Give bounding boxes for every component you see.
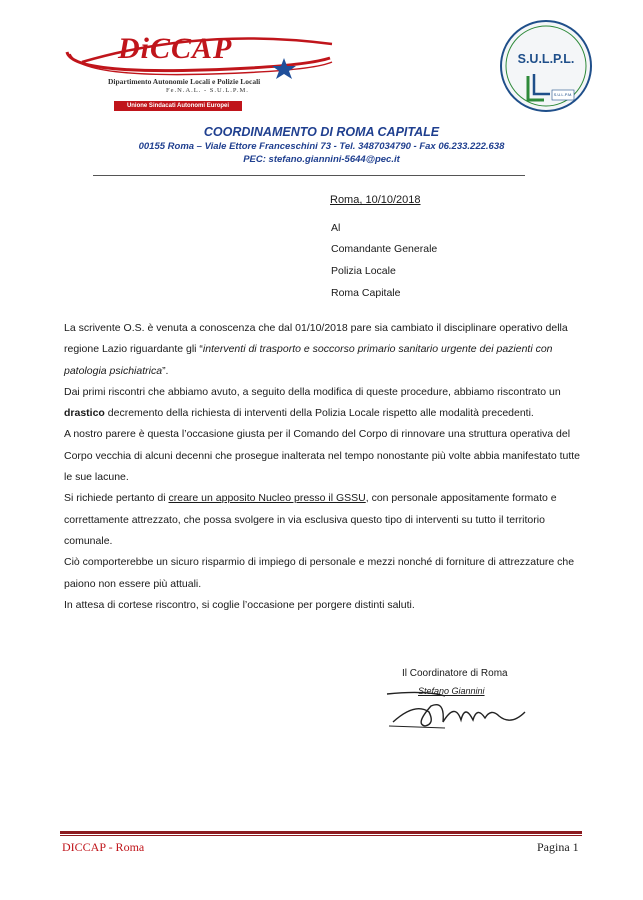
footer-divider-thin (60, 835, 582, 836)
recipient-line: Comandante Generale (331, 243, 438, 255)
footer-divider (60, 831, 582, 834)
paragraph-text: Si richiede pertanto di (64, 492, 169, 505)
paragraph (64, 318, 584, 382)
logo-name: DiCCAP (118, 32, 233, 65)
letter-date: Roma, 10/10/2018 (330, 194, 421, 206)
letter-body (64, 318, 584, 616)
paragraph: In attesa di cortese riscontro, si coglie l’occasione per porgere distinti saluti. (64, 598, 415, 611)
paragraph-text: La scrivente O.S. è venuta a conoscenza che dal 01/10/2018 pare sia cambiato il disciplinare operativo della regione Lazio riguardante gli “ (64, 322, 568, 356)
footer-org: DICCAP - Roma (62, 840, 145, 854)
paragraph-emphasis: interventi di trasporto e soccorso primario sanitario urgente dei pazienti con patologia psichiatrica (64, 343, 553, 377)
paragraph: A nostro parere è questa l’occasione giusta per il Comando del Corpo di rinnovare una struttura operativa del Corpo vecchia di alcuni decenni che prosegue inalterata nel tempo nonostante più volte abbia manifestato tutte le sue lacune. (64, 428, 581, 484)
paragraph-text: ”. (162, 364, 169, 377)
paragraph-text: Dai primi riscontri che abbiamo avuto, a seguito della modifica di queste procedure, abbiamo riscontrato un (64, 385, 561, 398)
address-line: 00155 Roma – Viale Ettore Franceschini 73 - Tel. 3487034790 - Fax 06.233.222.638 (138, 141, 505, 152)
sulpl-small-label: S.U.L.P.M. (553, 92, 573, 97)
paragraph (64, 382, 584, 425)
diccap-logo (62, 22, 352, 112)
sulpl-name: S.U.L.P.L. (517, 52, 575, 66)
signatory-name: Stefano Giannini (418, 686, 485, 696)
paragraph-underline: creare un apposito Nucleo presso il GSSU (168, 492, 366, 505)
paragraph-text: , con personale appositamente formato e correttamente attrezzato, che possa svolgere in via esclusiva questo tipo di interventi su tutto il territorio comunale. (64, 492, 557, 547)
page-title: COORDINAMENTO DI ROMA CAPITALE (203, 125, 440, 139)
page-number: Pagina 1 (537, 840, 579, 854)
signatory-title: Il Coordinatore di Roma (402, 668, 508, 679)
paragraph: Ciò comporterebbe un sicuro risparmio di impiego di personale e mezzi nonché di forniture di attrezzature che paiono non essere più attuali. (64, 556, 575, 590)
paragraph-bold: drastico (64, 407, 105, 420)
logo-banner: Unione Sindacati Autonomi Europei (114, 101, 242, 111)
logo-subtitle: Dipartimento Autonomie Locali e Polizie Locali (108, 77, 261, 86)
recipient-line: Al (331, 222, 341, 234)
header-divider (93, 175, 525, 176)
sulpl-emblem-icon (498, 18, 594, 114)
paragraph (64, 488, 584, 552)
recipient-line: Polizia Locale (331, 265, 396, 277)
handwritten-signature-icon (385, 682, 533, 732)
pec-line: PEC: stefano.giannini-5644@pec.it (243, 154, 400, 165)
logo-subtitle-2: Fe.N.A.L. - S.U.L.P.M. (166, 87, 249, 94)
recipient-line: Roma Capitale (331, 287, 401, 299)
sulpl-logo (498, 18, 594, 114)
paragraph-text: decremento della richiesta di interventi della Polizia Locale rispetto alle modalità precedenti. (104, 407, 534, 420)
